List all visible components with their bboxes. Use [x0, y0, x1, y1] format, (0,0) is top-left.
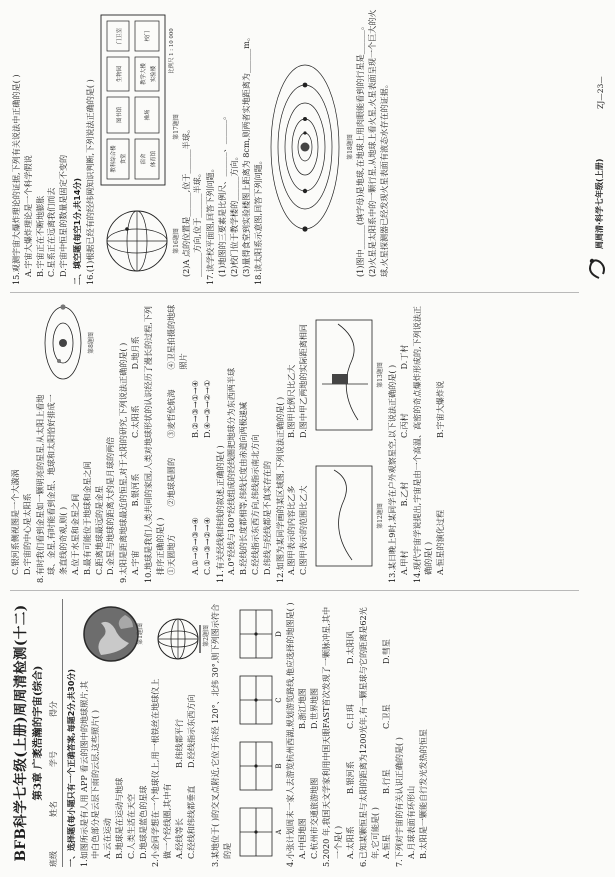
item-4: ④卫星拍摄的地球照片	[166, 304, 189, 370]
question-7-stem: 7.下列对宇宙的有关认识正确的是( )	[394, 737, 405, 867]
question-3	[210, 599, 284, 867]
option-b: B.宇宙正在不断地膨胀	[34, 195, 45, 277]
option-b: B.银河系	[129, 473, 140, 507]
column-divider	[10, 292, 579, 293]
option-c: C.丙村	[398, 413, 409, 438]
field-number: 学号	[49, 751, 58, 767]
map-label: 教科综合楼	[110, 145, 117, 173]
page-subtitle: 第3章 广袤浩瀚的宇宙(综合)	[32, 665, 44, 801]
option-a: A.宇宙大爆炸理论是一个科学假说	[22, 155, 33, 277]
map-label: 教学大楼	[140, 63, 147, 85]
option-d: D.图中甲乙两地的实际距离相同	[298, 324, 309, 438]
option-c: C.人类生活在天空	[125, 793, 136, 859]
option-a: A.月球表面有环形山	[405, 785, 416, 859]
answer-line: (1)地图的三要素是比例尺、______、______。	[216, 111, 227, 277]
option-c: C.日珥	[344, 704, 355, 729]
village-maps-figure	[312, 304, 386, 580]
question-12	[275, 301, 386, 583]
map-scale: 比例尺 1 : 10 000	[168, 28, 175, 74]
question-18	[253, 9, 390, 285]
option-d: D.地月系	[129, 336, 140, 370]
option-c: C.图甲表示的范围比乙大	[298, 485, 309, 575]
option-b: B.地球是在运动与地球	[113, 777, 124, 859]
question-15-stem: 15.观测宇宙大爆炸理论的证据,下列有关说法中正确的是( )	[11, 74, 21, 285]
question-9	[118, 301, 142, 583]
question-13-stem: 13.某日晚上9时,某同学在户外观察星空,以下说法正确的是( )	[386, 364, 397, 583]
school-map-figure	[99, 11, 181, 187]
option-d: D.太阳风	[344, 630, 355, 664]
question-8-stem: 8.有时我们看到金星如一颗明亮的星星,从太阳上看地球、金星,有时能看到金星、地球和太阳恰好排成一条直线的奇观,则( )	[34, 394, 69, 583]
question-14	[412, 301, 447, 583]
section-2-heading: 二、填空题(每空1分,共14分)	[72, 177, 82, 285]
question-4-stem: 4.小张计划周末一家人去游览杭州西湖,规划游览路线,他应选择的地图是( )	[284, 602, 295, 867]
question-13	[387, 301, 411, 583]
item-2: ②地球是圆的	[166, 457, 177, 507]
option-d: D.④→③→②→①	[201, 379, 212, 438]
question-3-stem: 3.某地位于( )的交叉点附近,它位于东经 120°、北纬 30°,则下列图示符合的是	[210, 603, 233, 867]
grid-options-figure	[236, 602, 284, 864]
option-a: A.云在运动	[102, 818, 113, 859]
field-score: 得分	[49, 701, 58, 717]
option-d: D.彗星	[381, 639, 392, 664]
option-b: B.图甲比例尺比乙大	[286, 364, 297, 438]
question-12-stem: 12.如图为某同学画的某区域图,下列说法正确的是( )	[274, 396, 285, 583]
question-6-stem: 6.已知某颗恒星与太阳的距离为1200光年,有一颗星球与它的距离是62光年,它可能是( )	[357, 607, 380, 867]
page-title: BFB科学七年级(上册)周周清检测(十二)	[13, 604, 29, 862]
option-a: A.经线等长	[173, 818, 184, 859]
map-label: 体育馆	[150, 150, 157, 168]
option-a: A.0°经线与180°经线组成的经线圈把地球分为东西两半球	[226, 367, 237, 575]
option-c: C.银河系侧视图是一个大漩涡	[10, 469, 20, 575]
option-a: A.恒星的演化过程	[435, 509, 446, 575]
map-label: 门卫室	[116, 27, 123, 45]
answer-line: ______方向,位于______半球。	[192, 169, 203, 277]
option-c: C.经线和纬线都垂直	[185, 785, 196, 859]
option-b: B.太阳是一颗能自行发光发热的恒星	[417, 729, 428, 859]
option-c-label: C	[274, 697, 283, 703]
map-label: 实验楼	[150, 65, 157, 83]
question-2-stem: 2.小金同学想在一个地球仪上,用一根铁丝在地球仪上做一个经线圈,其中有	[150, 678, 173, 867]
column-3	[10, 9, 391, 285]
question-6	[358, 599, 393, 867]
option-b: B.②→③→①→④	[189, 380, 200, 438]
option-b: B.行星	[381, 769, 392, 794]
graticule-figure	[99, 193, 181, 285]
option-d: D.世界地图	[308, 687, 319, 729]
figure-16-caption: 第16题图	[172, 228, 180, 254]
map-label: 食堂	[120, 153, 127, 165]
page-number: ZJ—23—	[596, 76, 605, 109]
option-c: C.杭州市交通旅游地图	[308, 777, 319, 859]
option-a: A.宇宙	[129, 550, 140, 575]
figure-2-caption: 第2题图	[203, 625, 211, 647]
figure-1-caption: 第1题图	[136, 623, 144, 645]
option-b: B.纬线都平行	[173, 719, 184, 768]
option-b: B.宇宙大爆炸说	[435, 380, 446, 438]
figure-13-caption: 第13题图	[376, 362, 384, 388]
option-d: D.经线指示东西方向	[185, 694, 196, 768]
option-d-label: D	[274, 631, 283, 637]
map-label: 图书馆	[116, 106, 123, 124]
answer-line: (1)图中______(填字母)是地球,在地球上用肉眼能看到的行星是______。	[355, 21, 366, 277]
question-4	[285, 599, 320, 867]
option-a: A.图甲表示的内容比乙多	[286, 485, 297, 575]
option-c: C.星系正在远离我们而去	[46, 187, 57, 277]
section-1-heading: 一、选择题(每小题只有一个正确答案,每题2分,共30分)	[66, 668, 76, 867]
map-label: 校门	[144, 30, 151, 42]
option-d: D.金星与地球的距离大约是月球的两倍	[105, 436, 116, 575]
option-a: A.①→②→③→④	[189, 517, 200, 575]
earth-photo-figure	[81, 599, 143, 669]
option-c: C.经线指示东西方向,纬线指示南北方向	[249, 434, 260, 575]
publisher-logo-icon	[585, 253, 607, 281]
footer-brand: 周周清·科学七年级(上册)	[595, 158, 604, 249]
question-18-stem: 18.读太阳系示意图,回答下列问题。	[253, 156, 264, 285]
option-c: C.①→③→②→④	[201, 517, 212, 575]
option-d: D.宇宙中恒星的数量是固定不变的	[58, 154, 69, 277]
map-label: 宿舍	[140, 153, 147, 165]
question-10	[143, 301, 214, 583]
option-c: C.距离地球最远的是金星	[93, 485, 104, 575]
question-5-stem: 5.2020 年,我国天文学家利用中国天眼FAST首次发现了一颗脉冲星,其中一个是( )	[321, 606, 344, 867]
figure-12-caption: 第12题图	[376, 503, 384, 529]
item-3: ③麦哲伦航海	[166, 389, 177, 438]
question-5	[321, 599, 356, 867]
question-2	[150, 599, 211, 867]
question-7	[394, 599, 429, 867]
globe-wire-figure	[152, 599, 210, 673]
orbit-figure	[37, 301, 97, 385]
option-b: B.浙江地图	[296, 688, 307, 729]
option-a: A.甲村	[398, 550, 409, 575]
option-d: D.丁村	[398, 344, 409, 370]
item-1: ①天圆地方	[166, 534, 177, 575]
field-name: 姓名	[49, 801, 58, 817]
question-16-stem: 16.(1)根据已经有的经纬网知识判断,下列说法正确的是( )	[84, 79, 95, 285]
option-c: C.太阳系	[129, 405, 140, 438]
answer-line: (3)量得食堂到实验楼图上距离为 8cm,则两者实地距离为______m。	[240, 33, 251, 277]
option-c: C.卫星	[381, 704, 392, 729]
figure-17-caption: 第17题图	[172, 114, 180, 140]
option-b: B.最有可能位于地球和金星之间	[81, 461, 92, 575]
solar-system-figure	[267, 47, 355, 247]
option-d: D.地球是蓝色的星球	[137, 785, 148, 859]
option-b-label: B	[274, 763, 283, 769]
map-label: 操场	[144, 109, 151, 121]
question-8	[35, 301, 118, 583]
question-14-stem: 14.现代宇宙学说提出,宇宙是由一个高温、高密的奇点爆炸形成的,下列说法正确的是( )	[411, 305, 434, 583]
column-divider	[10, 590, 579, 591]
question-17-stem: 17.读学校平面图,回答下列问题。	[205, 164, 216, 285]
column-2	[10, 301, 447, 583]
option-b: B.乙村	[398, 481, 409, 507]
option-d: D.宇宙的中心是太阳系	[21, 493, 32, 575]
answer-line: (2)校门位于教学楼的______方向。	[228, 152, 239, 277]
question-16	[85, 9, 204, 285]
option-a: A.中国地图	[296, 818, 307, 859]
option-a: A.恒星	[381, 834, 392, 859]
option-b: B.经线的长度都相等,纬线长度由赤道向两极递减	[238, 402, 249, 575]
question-17	[205, 9, 252, 285]
figure-18-caption: 第18题图	[347, 134, 355, 160]
answer-line: (2)A 点的位置是______,位于______半球。	[180, 125, 191, 277]
field-class: 班级	[49, 851, 58, 867]
question-10-stem: 10.地球是我们人类共同的家园,人类对地球形状的认识经历了漫长的过程,下列排序正确的是( )	[142, 305, 165, 583]
question-11	[215, 301, 274, 583]
answer-line: (2)火星是太阳系中的一颗行星,从地球上看火星,火星表面呈现一个巨大的火球,火星探测器已经发现火星表面有液态水存在的证据。	[366, 9, 389, 277]
option-a: A.位于水星和金星之间	[69, 493, 80, 575]
map-label: 生物园	[116, 65, 123, 83]
option-b: B.银河系	[344, 761, 355, 794]
option-a: A.太阳系	[344, 826, 355, 859]
question-9-stem: 9.太阳是距离地球最近的恒星,对于太阳的研究,下列说法正确的是( )	[118, 342, 129, 583]
question-15	[11, 9, 70, 285]
question-1-stem: 1.如图所示是有人用 APP 看云的图中的地球照片,其中白色部分是云层下雨的云层,这些照片( )	[78, 681, 101, 867]
student-info-line	[48, 599, 63, 867]
question-1	[79, 599, 150, 867]
option-d: D.纬线与经线都是不真实存在的	[261, 461, 272, 575]
option-a-label: A	[274, 829, 283, 835]
question-11-stem: 11.有关经线和纬线的叙述,正确的是( )	[214, 445, 225, 583]
figure-8-caption: 第8题图	[87, 332, 95, 354]
column-1	[10, 599, 430, 867]
